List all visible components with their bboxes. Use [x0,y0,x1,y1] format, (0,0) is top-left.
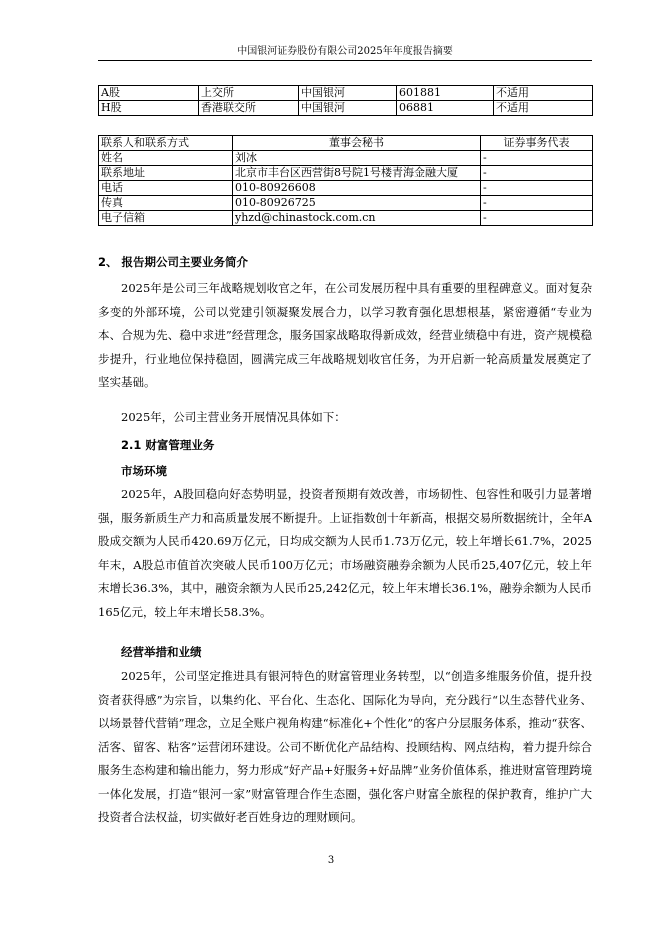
section-title: 2、 报告期公司主要业务简介 [98,255,249,269]
operations-paragraph: 2025年，公司坚定推进具有银河特色的财富管理业务转型，以“创造多维服务价值，提升投资者获得感”为宗旨，以集约化、平台化、生态化、国际化为导向，充分践行“以生态替代业务、以场景替代营销”理念，立足全账户视角构建“标准化+个性化”的客户分层服务体系，推动“获客、活客、留客、粘客”运营闭环建设。公司不断优化产品结构、投顾结构、网点结构，着力提升综合服务生态构建和输出能力，努力形成“好产品+好服务+好品牌”业务价值体系，推进财富管理跨境一体化发展，打造“银河一家”财富管理合作生态圈，强化客户财富全旅程的保护教育，维护广大投资者合法权益，切实做好老百姓身边的理财顾问。 [98,669,592,824]
table-cell: - [481,151,593,166]
table-cell: 06881 [397,101,494,116]
business-overview-paragraph: 2025年，公司主营业务开展情况具体如下： [121,410,346,424]
table-cell: 电子信箱 [99,211,233,226]
table-cell: - [481,166,593,181]
table-row [99,86,593,101]
table-row [99,151,593,166]
page-number: 3 [327,855,335,866]
table-header-cell: 董事会秘书 [233,136,481,151]
table-cell: - [481,181,593,196]
table-cell: 中国银河 [299,86,397,101]
stock-info-table [98,85,593,116]
table-cell: - [481,211,593,226]
table-header-row [99,136,593,151]
table-cell: yhzd@chinastock.com.cn [233,211,481,226]
table-cell: 601881 [397,86,494,101]
table-cell: 传真 [99,196,233,211]
market-paragraph: 2025年，A股回稳向好态势明显，投资者预期有效改善，市场韧性、包容性和吸引力显著增强，服务新质生产力和高质量发展不断提升。上证指数创十年新高，根据交易所数据统计，全年A股成交额为人民币420.69万亿元，日均成交额为人民币1.73万亿元，较上年增长61.7%，2025年末，A股总市值首次突破人民币100万亿元；市场融资融券余额为人民币25,407亿元，较上年末增长36.3%，其中，融资余额为人民币25,242亿元，较上年末增长36.1%，融券余额为人民币165亿元，较上年末增长58.3%。 [98,487,592,619]
table-cell: 010-80926608 [233,181,481,196]
table-cell: 姓名 [99,151,233,166]
table-header-cell: 证券事务代表 [481,136,593,151]
table-cell: 不适用 [494,86,593,101]
subsection-heading: 市场环境 [121,464,167,478]
table-row [99,181,593,196]
contact-info-table [98,135,593,226]
table-cell: 电话 [99,181,233,196]
table-header-cell: 联系人和联系方式 [99,136,233,151]
subsection-title: 2.1 财富管理业务 [121,438,215,452]
table-cell: 不适用 [494,101,593,116]
page-header: 中国银河证券股份有限公司2025年年度报告摘要 [98,44,592,61]
table-cell: A股 [99,86,199,101]
table-cell: H股 [99,101,199,116]
subsection-heading: 经营举措和业绩 [121,645,202,659]
table-cell: 香港联交所 [199,101,299,116]
intro-paragraph: 2025年是公司三年战略规划收官之年，在公司发展历程中具有重要的里程碑意义。面对复杂多变的外部环境，公司以党建引领凝聚发展合力，以学习教育强化思想根基，紧密遵循“专业为本、合规为先、稳中求进”经营理念，服务国家战略取得新成效，经营业绩稳中有进，资产规模稳步提升，行业地位保持稳固，圆满完成三年战略规划收官任务，为开启新一轮高质量发展奠定了坚实基础。 [98,281,592,389]
table-cell: 刘冰 [233,151,481,166]
table-row [99,166,593,181]
table-cell: 中国银河 [299,101,397,116]
table-cell: 010-80926725 [233,196,481,211]
table-cell: - [481,196,593,211]
table-row [99,211,593,226]
table-cell: 联系地址 [99,166,233,181]
table-cell: 北京市丰台区西营街8号院1号楼青海金融大厦 [233,166,481,181]
table-cell: 上交所 [199,86,299,101]
table-row [99,101,593,116]
table-row [99,196,593,211]
